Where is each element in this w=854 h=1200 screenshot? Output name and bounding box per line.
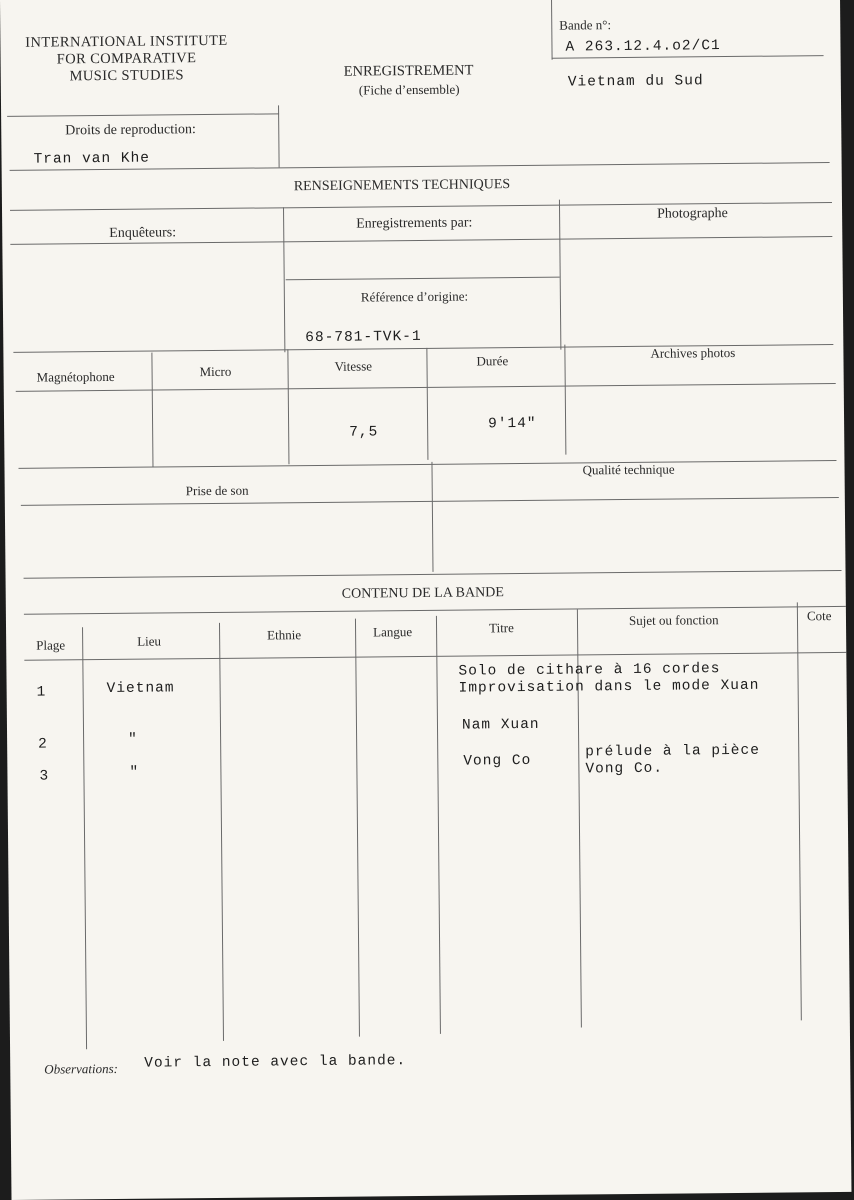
col-header-sujet: Sujet ou fonction: [628, 612, 719, 628]
reference-value: 68-781-TVK-1: [305, 328, 422, 347]
enregistrements-label: Enregistrements par:: [356, 215, 473, 232]
col-divider-4: [436, 616, 441, 1034]
observations-value: Voir la note avec la bande.: [144, 1053, 407, 1072]
col-header-langue: Langue: [373, 624, 413, 640]
col-header-ethnie: Ethnie: [267, 627, 302, 643]
equip-divider-2: [287, 349, 289, 464]
col-divider-2: [219, 623, 224, 1041]
micro-label: Micro: [199, 363, 232, 380]
rights-label: Droits de reproduction:: [65, 122, 196, 139]
enqueteurs-label: Enquêteurs:: [109, 225, 177, 241]
qualite-label: Qualité technique: [582, 461, 675, 478]
col-header-plage: Plage: [36, 637, 66, 653]
col-divider-6: [797, 602, 802, 1020]
row-3-plage: 3: [39, 768, 50, 785]
col-divider-3: [355, 619, 360, 1037]
row-1-lieu: Vietnam: [106, 680, 175, 698]
prise-label: Prise de son: [185, 482, 249, 499]
equip-divider-3: [426, 348, 428, 460]
prise-header-underline: [21, 497, 839, 506]
reference-top-line: [286, 277, 560, 281]
magnetophone-label: Magnétophone: [36, 368, 115, 385]
row-2-titre: Nam Xuan: [461, 716, 540, 734]
col-header-lieu: Lieu: [137, 633, 162, 649]
equip-divider-4: [564, 345, 566, 455]
col-header-titre: Titre: [488, 620, 514, 636]
row-1-titre: Solo de cithare à 16 cordes Improvisation dans le mode Xuan: [458, 661, 760, 697]
bande-label: Bande n°:: [559, 17, 612, 33]
bande-value: A 263.12.4.o2/C1: [565, 38, 721, 56]
row-1-plage: 1: [36, 684, 47, 701]
row-3-lieu: ": [129, 764, 140, 781]
rights-divider: [278, 105, 280, 167]
col-divider-1: [82, 627, 87, 1049]
reference-label: Référence d’origine:: [360, 288, 469, 305]
form-title: ENREGISTREMENT: [343, 62, 474, 80]
duree-label: Durée: [476, 353, 509, 369]
col-header-cote: Cote: [806, 608, 832, 624]
institute-line-3: MUSIC STUDIES: [69, 67, 184, 85]
equip-divider-1: [151, 353, 153, 468]
bande-box-underline: [552, 55, 824, 59]
rights-value: Tran van Khe: [33, 150, 151, 168]
row-2-plage: 2: [38, 736, 48, 753]
row-3-titre: Vong Co: [463, 752, 532, 770]
observations-label: Observations:: [44, 1060, 119, 1077]
vitesse-label: Vitesse: [334, 358, 373, 374]
institute-line-2: FOR COMPARATIVE: [56, 50, 197, 68]
institute-line-1: INTERNATIONAL INSTITUTE: [25, 32, 228, 51]
row-2-lieu: ": [128, 731, 138, 748]
institute-name: [6, 33, 246, 86]
equipment-bottom-line: [18, 460, 836, 469]
prise-divider: [431, 462, 433, 572]
rights-top-line: [7, 113, 279, 117]
technical-section-title: RENSEIGNEMENTS TECHNIQUES: [293, 177, 511, 195]
vitesse-value: 7,5: [349, 424, 379, 441]
contents-title-line: [24, 606, 846, 615]
archives-label: Archives photos: [650, 344, 736, 361]
row-3-sujet: prélude à la pièce Vong Co.: [585, 742, 760, 778]
bande-box-divider: [551, 0, 553, 60]
duree-value: 9'14": [488, 415, 537, 433]
photographe-label: Photographe: [657, 206, 728, 222]
tech-divider-2: [559, 200, 561, 350]
contents-section-title: CONTENU DE LA BANDE: [341, 585, 504, 602]
region-value: Vietnam du Sud: [567, 73, 704, 91]
form-subtitle: (Fiche d’ensemble): [358, 81, 460, 98]
